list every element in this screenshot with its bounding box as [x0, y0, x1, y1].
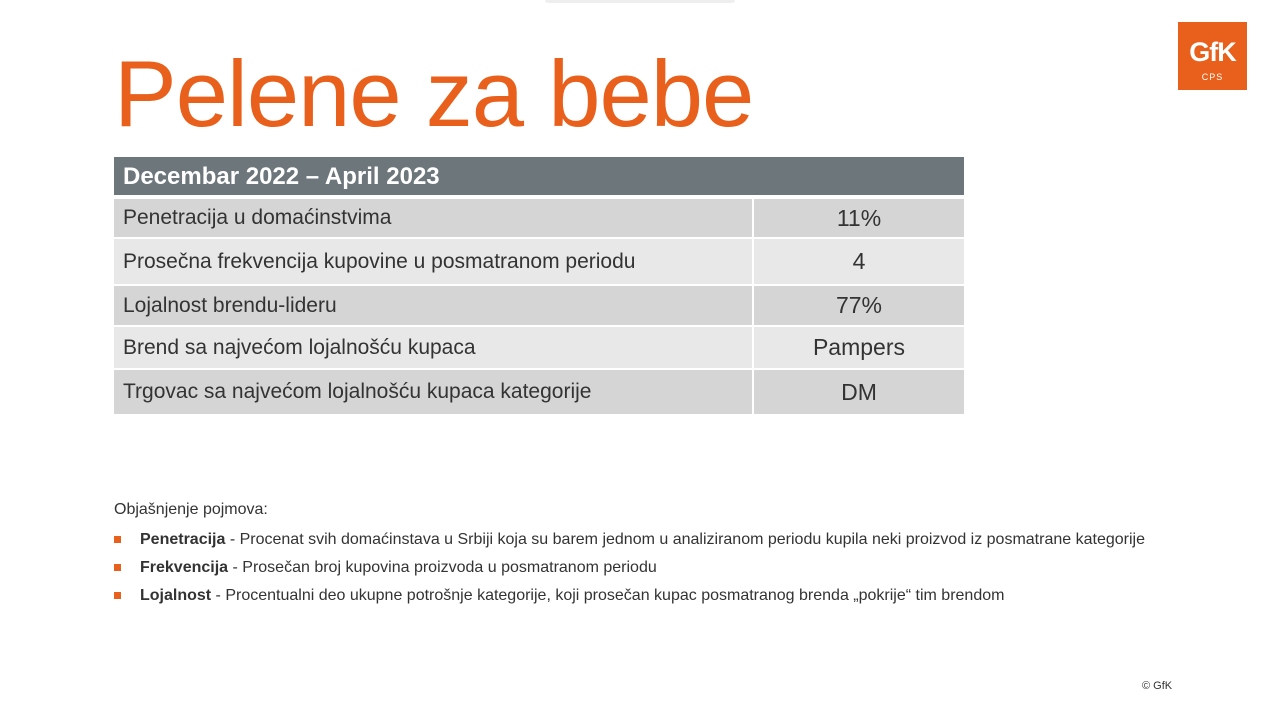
row-label: Prosečna frekvencija kupovine u posmatranom periodu — [114, 239, 752, 284]
row-label: Trgovac sa najvećom lojalnošću kupaca kategorije — [114, 370, 752, 414]
page-title: Pelene za bebe — [114, 41, 754, 146]
table-row — [114, 199, 964, 237]
definitions-list — [114, 526, 1174, 610]
row-value: DM — [754, 370, 964, 414]
logo-subtitle: CPS — [1201, 72, 1224, 82]
logo-mark: GfK — [1189, 37, 1236, 67]
square-bullet-icon — [114, 564, 121, 571]
row-value: Pampers — [754, 327, 964, 368]
definitions-section — [114, 498, 1174, 610]
definition-term: Lojalnost — [140, 587, 212, 604]
definition-text: - Procenat svih domaćinstava u Srbiji koja su barem jednom u analiziranom periodu kupila neki proizvod iz posmatrane kategorije — [225, 531, 1145, 548]
table-row — [114, 239, 964, 284]
definition-item — [114, 554, 1174, 582]
table-row — [114, 327, 964, 368]
copyright-notice: © GfK — [1142, 680, 1173, 692]
kpi-table — [114, 157, 964, 416]
table-row — [114, 370, 964, 414]
row-label: Lojalnost brendu-lideru — [114, 286, 752, 325]
row-value: 4 — [754, 239, 964, 284]
definitions-intro: Objašnjenje pojmova: — [114, 501, 268, 518]
row-value: 77% — [754, 286, 964, 325]
gfk-logo — [1178, 22, 1247, 90]
definition-item — [114, 582, 1174, 610]
definition-text: - Procentualni deo ukupne potrošnje kategorije, koji prosečan kupac posmatranog brenda „pokrije“ tim brendom — [211, 587, 1005, 604]
row-value: 11% — [754, 199, 964, 237]
row-label: Penetracija u domaćinstvima — [114, 199, 752, 237]
top-tab-decoration — [545, 0, 735, 3]
definition-term: Penetracija — [140, 531, 226, 548]
table-header: Decembar 2022 – April 2023 — [114, 157, 964, 195]
definition-item — [114, 526, 1174, 554]
definition-term: Frekvencija — [140, 559, 229, 576]
table-row — [114, 286, 964, 325]
square-bullet-icon — [114, 592, 121, 599]
definition-text: - Prosečan broj kupovina proizvoda u posmatranom periodu — [228, 559, 657, 576]
row-label: Brend sa najvećom lojalnošću kupaca — [114, 327, 752, 368]
square-bullet-icon — [114, 536, 121, 543]
